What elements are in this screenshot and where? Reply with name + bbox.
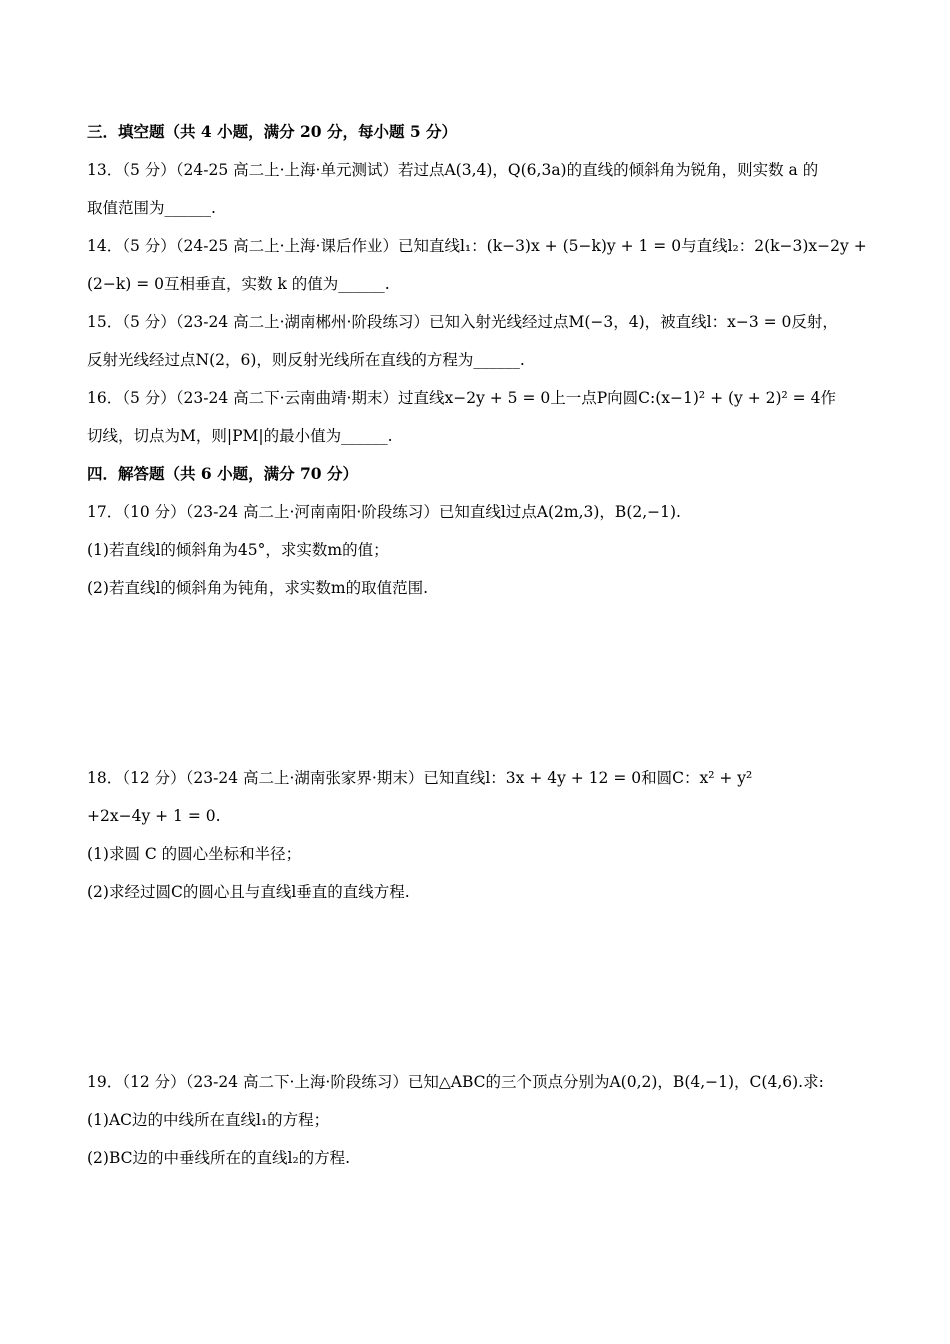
question-16-line-2: 切线，切点为M，则|PM|的最小值为______.	[87, 427, 393, 445]
fill-blank-section-heading: 三．填空题（共 4 小题，满分 20 分，每小题 5 分）	[87, 122, 458, 141]
question-18-part-2: (2)求经过圆C的圆心且与直线l垂直的直线方程.	[87, 883, 410, 901]
answer-section-heading: 四．解答题（共 6 小题，满分 70 分）	[87, 464, 358, 483]
question-18-line-1: 18．（12 分）（23-24 高二上·湖南张家界·期末）已知直线l：3x + 4y + 12 = 0和圆C：x² + y²	[87, 769, 753, 787]
question-18-part-1: (1)求圆 C 的圆心坐标和半径；	[87, 845, 302, 863]
question-16-line-1: 16．（5 分）（23-24 高二下·云南曲靖·期末）过直线x−2y + 5 = 0上一点P向圆C:(x−1)² + (y + 2)² = 4作	[87, 389, 836, 407]
question-19-part-1: (1)AC边的中线所在直线l₁的方程；	[87, 1111, 330, 1129]
question-19-line-1: 19．（12 分）（23-24 高二下·上海·阶段练习）已知△ABC的三个顶点分别为A(0,2)，B(4,−1)，C(4,6).求:	[87, 1073, 824, 1091]
question-14-line-2: (2−k) = 0互相垂直，实数 k 的值为______.	[87, 275, 390, 293]
question-15-line-1: 15．（5 分）（23-24 高二上·湖南郴州·阶段练习）已知入射光线经过点M(−3，4)，被直线l：x−3 = 0反射，	[87, 313, 838, 331]
question-15-line-2: 反射光线经过点N(2，6)，则反射光线所在直线的方程为______.	[87, 351, 525, 369]
question-13-line-2: 取值范围为______.	[87, 199, 216, 217]
question-13-line-1: 13．（5 分）（24-25 高二上·上海·单元测试）若过点A(3,4)，Q(6,3a)的直线的倾斜角为锐角，则实数 a 的	[87, 161, 819, 179]
question-17-line-1: 17．（10 分）（23-24 高二上·河南南阳·阶段练习）已知直线l过点A(2m,3)，B(2,−1).	[87, 503, 681, 521]
question-17-part-1: (1)若直线l的倾斜角为45°，求实数m的值；	[87, 541, 389, 559]
question-18-line-2: +2x−4y + 1 = 0.	[87, 807, 221, 825]
question-14-line-1: 14．（5 分）（24-25 高二上·上海·课后作业）已知直线l₁：(k−3)x + (5−k)y + 1 = 0与直线l₂：2(k−3)x−2y +	[87, 237, 867, 255]
question-19-part-2: (2)BC边的中垂线所在的直线l₂的方程.	[87, 1149, 351, 1167]
question-17-part-2: (2)若直线l的倾斜角为钝角，求实数m的取值范围.	[87, 579, 429, 597]
